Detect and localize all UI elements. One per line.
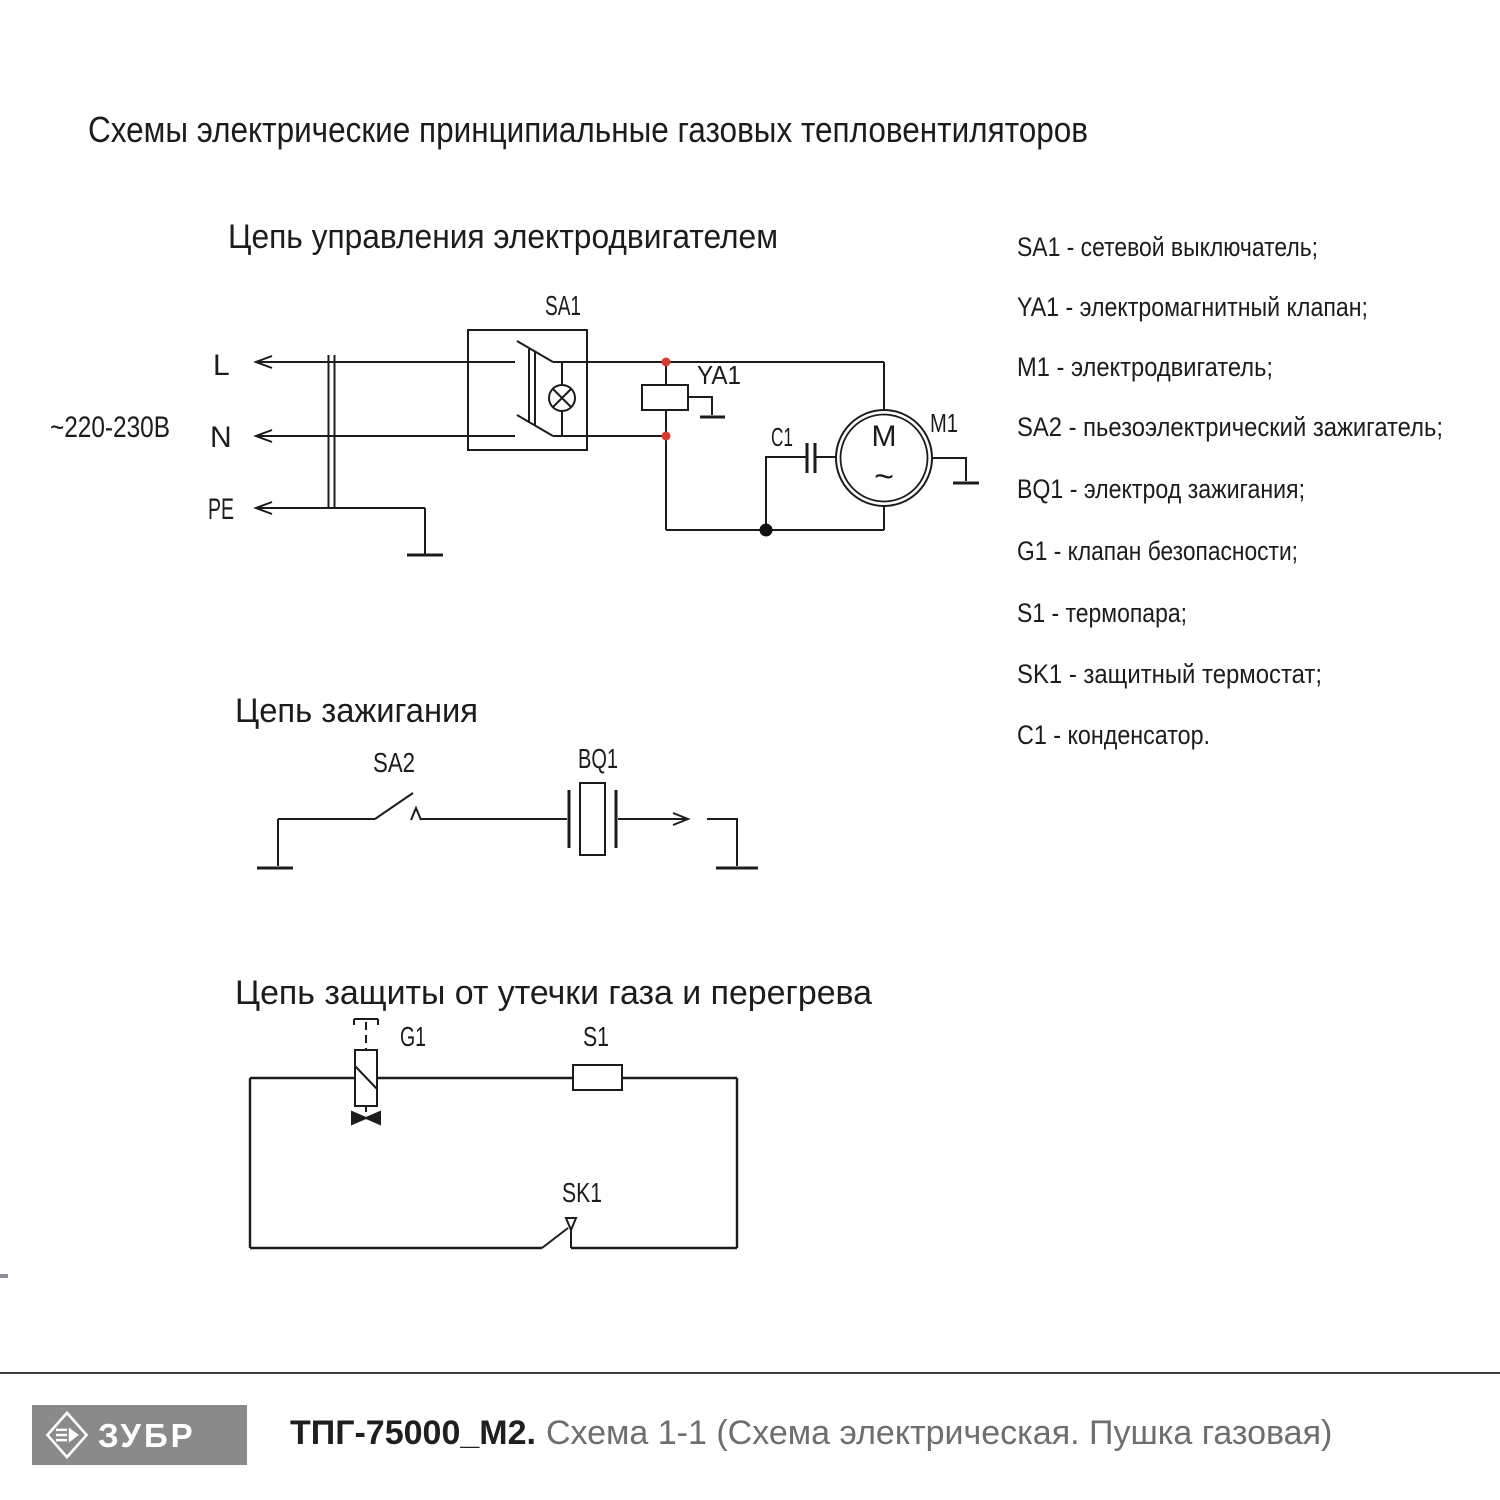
sk1-thermostat-symbol <box>542 1218 576 1248</box>
footer-separator <box>0 1372 1500 1374</box>
zubr-diamond-icon <box>44 1409 90 1461</box>
sk1-label: SK1 <box>562 1177 602 1208</box>
circuit1-title: Цепь управления электродвигателем <box>228 218 778 256</box>
bq1-piezo-symbol <box>569 783 616 855</box>
sa2-label: SA2 <box>373 747 415 778</box>
m1-label: M1 <box>930 408 958 438</box>
sa2-switch-symbol <box>375 793 421 820</box>
protection-circuit <box>235 974 872 1248</box>
legend-item-ya1: YA1 - электромагнитный клапан; <box>1017 292 1368 322</box>
model-number: ТПГ-75000_М2. <box>290 1414 536 1452</box>
ignition-right-ground <box>707 819 758 868</box>
bq1-label: BQ1 <box>578 743 618 774</box>
brand-name: ЗУБР <box>98 1416 196 1454</box>
line-n-label: N <box>210 421 232 454</box>
page-edge-tick <box>0 1274 8 1278</box>
circuit3-title: Цепь защиты от утечки газа и перегрева <box>235 974 873 1012</box>
junction-red-dot <box>662 432 671 441</box>
page-title: Схемы электрические принципиальные газовых тепловентиляторов <box>88 109 1088 150</box>
sa1-label: SA1 <box>545 290 581 321</box>
zubr-logo <box>32 1405 247 1465</box>
junction-black-dot <box>760 524 773 537</box>
legend-item-s1: S1 - термопара; <box>1017 598 1187 628</box>
sa1-switch-symbol <box>468 330 587 450</box>
line-l-label: L <box>213 349 230 382</box>
legend <box>1017 232 1443 750</box>
loop-wire <box>250 1078 737 1248</box>
g1-label: G1 <box>400 1021 426 1052</box>
voltage-label: ~220-230В <box>50 411 170 444</box>
c1-capacitor-symbol <box>766 443 836 530</box>
line-pe-label: PE <box>208 493 234 526</box>
ignition-left-ground <box>257 819 293 868</box>
legend-item-sa1: SA1 - сетевой выключатель; <box>1017 232 1318 262</box>
footer-title <box>290 1413 1332 1453</box>
legend-item-g1: G1 - клапан безопасности; <box>1017 536 1298 566</box>
motor-control-circuit <box>50 218 979 555</box>
scheme-caption: Схема 1-1 (Схема электрическая. Пушка газовая) <box>545 1414 1333 1452</box>
mains-input <box>256 355 468 555</box>
ignition-circuit <box>235 692 758 868</box>
legend-item-m1: M1 - электродвигатель; <box>1017 352 1273 382</box>
legend-item-c1: C1 - конденсатор. <box>1017 720 1210 750</box>
motor-wave: ~ <box>874 458 894 496</box>
g1-valve-symbol <box>352 1019 380 1124</box>
g1-bowtie-icon <box>352 1112 380 1124</box>
lamp-cross-icon <box>553 389 571 407</box>
circuit2-title: Цепь зажигания <box>235 692 478 730</box>
s1-label: S1 <box>583 1021 609 1052</box>
junction-red-dot <box>662 358 671 367</box>
legend-item-bq1: BQ1 - электрод зажигания; <box>1017 474 1305 504</box>
motor-letter: M <box>871 420 897 453</box>
legend-item-sa2: SA2 - пьезоэлектрический зажигатель; <box>1017 412 1443 442</box>
contact-triangle-icon <box>411 808 421 820</box>
c1-label: C1 <box>771 422 793 452</box>
pe-wire <box>256 508 425 555</box>
s1-thermocouple-symbol <box>573 1065 622 1090</box>
switch-linkage-icon <box>529 349 535 425</box>
connector-icon <box>329 355 335 508</box>
legend-item-sk1: SK1 - защитный термостат; <box>1017 659 1322 689</box>
ya1-label: YA1 <box>697 360 741 390</box>
